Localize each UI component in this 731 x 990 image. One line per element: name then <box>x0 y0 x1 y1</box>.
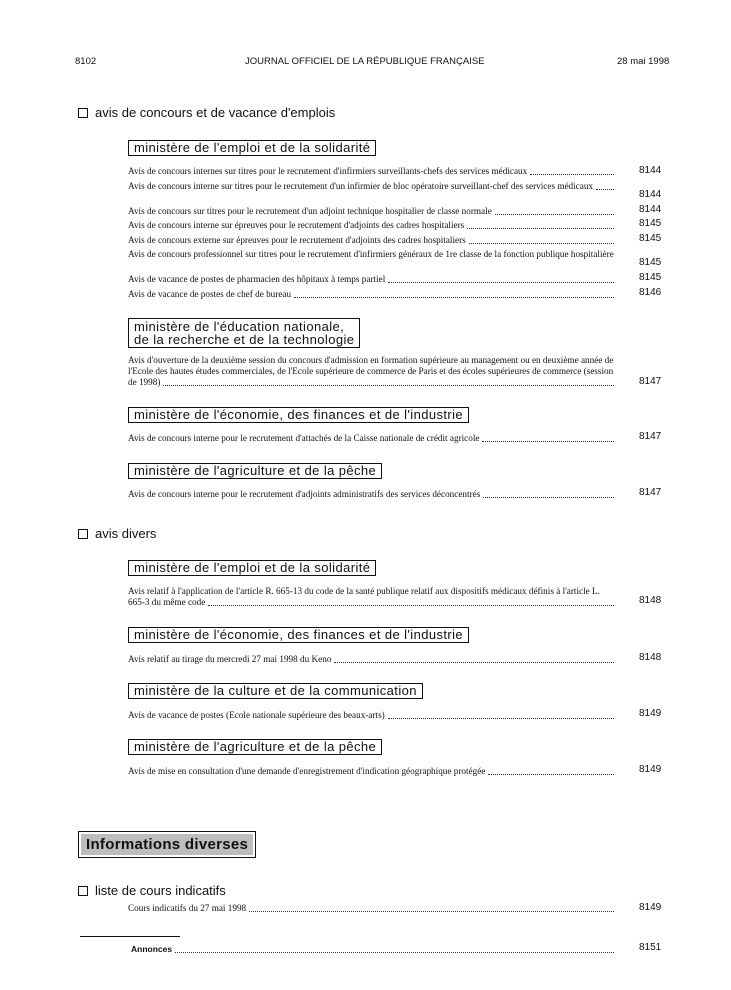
page-ref: 8146 <box>639 287 662 298</box>
section-title: liste de cours indicatifs <box>95 883 226 898</box>
dot-leader <box>530 173 614 175</box>
journal-title: JOURNAL OFFICIEL DE LA RÉPUBLIQUE FRANÇAISE <box>245 56 485 67</box>
page-ref: 8145 <box>639 257 662 268</box>
ministry-heading: ministère de la culture et de la communication <box>128 683 423 699</box>
list-item: Avis de concours externe sur épreuves pour le recrutement d'adjoints des cadres hospitaliers <box>128 235 614 246</box>
section-divers <box>78 526 156 541</box>
dot-leader <box>334 661 614 663</box>
header-date: 28 mai 1998 <box>617 56 670 67</box>
list-item: Avis de mise en consultation d'une demande d'enregistrement d'indication géographique protégée <box>128 766 614 777</box>
page-number: 8102 <box>75 56 97 67</box>
dot-leader <box>163 384 614 386</box>
page-ref: 8147 <box>639 487 662 498</box>
section-title: avis divers <box>95 526 157 541</box>
page-ref: 8144 <box>639 189 662 200</box>
banner-label: Informations diverses <box>81 834 253 855</box>
dot-leader <box>249 910 614 912</box>
page-ref: 8149 <box>639 764 662 775</box>
page-ref: 8145 <box>639 233 662 244</box>
list-item: Avis de concours interne sur épreuves pour le recrutement d'adjoints des cadres hospitaliers <box>128 220 614 231</box>
section-cours <box>78 883 226 898</box>
dot-leader <box>596 188 614 190</box>
list-item: Avis de concours professionnel sur titres pour le recrutement d'infirmiers généraux de 1re classe de la fonction publique hospitalière <box>128 249 614 259</box>
list-item: Avis relatif au tirage du mercredi 27 mai 1998 du Keno <box>128 654 614 665</box>
dot-leader <box>482 440 614 442</box>
checkbox-icon <box>78 886 88 896</box>
ministry-line: de la recherche et de la technologie <box>134 332 355 347</box>
dot-leader <box>294 296 614 298</box>
section-concours <box>78 105 335 120</box>
page-ref: 8144 <box>639 204 662 215</box>
list-item: Avis de concours interne pour le recrutement d'adjoints administratifs des services déconcentrés <box>128 489 614 500</box>
dot-leader <box>467 227 614 229</box>
dot-leader <box>388 281 614 283</box>
page-ref: 8149 <box>639 902 662 913</box>
page-ref: 8148 <box>639 595 662 606</box>
ministry-heading: ministère de l'emploi et de la solidarité <box>128 560 376 576</box>
list-item: Avis de concours sur titres pour le recrutement d'un adjoint technique hospitalier de classe normale <box>128 206 614 217</box>
list-item: Avis relatif à l'application de l'article R. 665-13 du code de la santé publique relatif aux dispositifs médicaux définis à l'article L. 665-3 du même code <box>128 586 614 608</box>
dot-leader <box>488 773 614 775</box>
ministry-heading: ministère de l'emploi et de la solidarité <box>128 140 376 156</box>
list-item: Avis d'ouverture de la deuxième session du concours d'admission en formation supérieure au management ou en deuxième année de l'Ecole des hautes études commerciales, de l'Ecole supérieure de commerce de Paris et des écoles supérieures de commerce (session de 1998) <box>128 355 614 387</box>
list-item: Annonces <box>131 944 614 955</box>
list-item: Avis de vacance de postes de chef de bureau <box>128 289 614 300</box>
page-ref: 8145 <box>639 218 662 229</box>
list-item: Avis de vacance de postes de pharmacien des hôpitaux à temps partiel <box>128 274 614 285</box>
page-ref: 8149 <box>639 708 662 719</box>
dot-leader <box>483 496 614 498</box>
page-ref: 8144 <box>639 165 662 176</box>
ministry-heading: ministère de l'économie, des finances et de l'industrie <box>128 627 469 643</box>
dot-leader <box>388 717 614 719</box>
checkbox-icon <box>78 108 88 118</box>
ministry-heading: ministère de l'agriculture et de la pêche <box>128 739 382 755</box>
informations-banner <box>78 831 256 858</box>
ministry-line: ministère de l'éducation nationale, <box>134 319 345 334</box>
page-ref: 8147 <box>639 431 662 442</box>
checkbox-icon <box>78 529 88 539</box>
divider <box>80 936 180 937</box>
dot-leader <box>495 213 614 215</box>
list-item: Avis de concours internes sur titres pour le recrutement d'infirmiers surveillants-chefs des services médicaux <box>128 166 614 177</box>
list-item: Avis de vacance de postes (Ecole nationale supérieure des beaux-arts) <box>128 710 614 721</box>
dot-leader <box>175 951 614 953</box>
list-item: Avis de concours interne sur titres pour le recrutement d'un infirmier de bloc opératoire surveillant-chef des services médicaux <box>128 181 614 192</box>
list-item: Avis de concours interne pour le recrutement d'attachés de la Caisse nationale de crédit agricole <box>128 433 614 444</box>
section-title: avis de concours et de vacance d'emplois <box>95 105 336 120</box>
dot-leader <box>208 604 614 606</box>
ministry-heading: ministère de l'économie, des finances et de l'industrie <box>128 407 469 423</box>
ministry-heading: ministère de l'agriculture et de la pêche <box>128 463 382 479</box>
page-ref: 8145 <box>639 272 662 283</box>
page-ref: 8147 <box>639 376 662 387</box>
page-ref: 8151 <box>639 942 662 953</box>
dot-leader <box>469 242 614 244</box>
list-item: Cours indicatifs du 27 mai 1998 <box>128 903 614 914</box>
page-ref: 8148 <box>639 652 662 663</box>
ministry-heading <box>128 318 360 348</box>
